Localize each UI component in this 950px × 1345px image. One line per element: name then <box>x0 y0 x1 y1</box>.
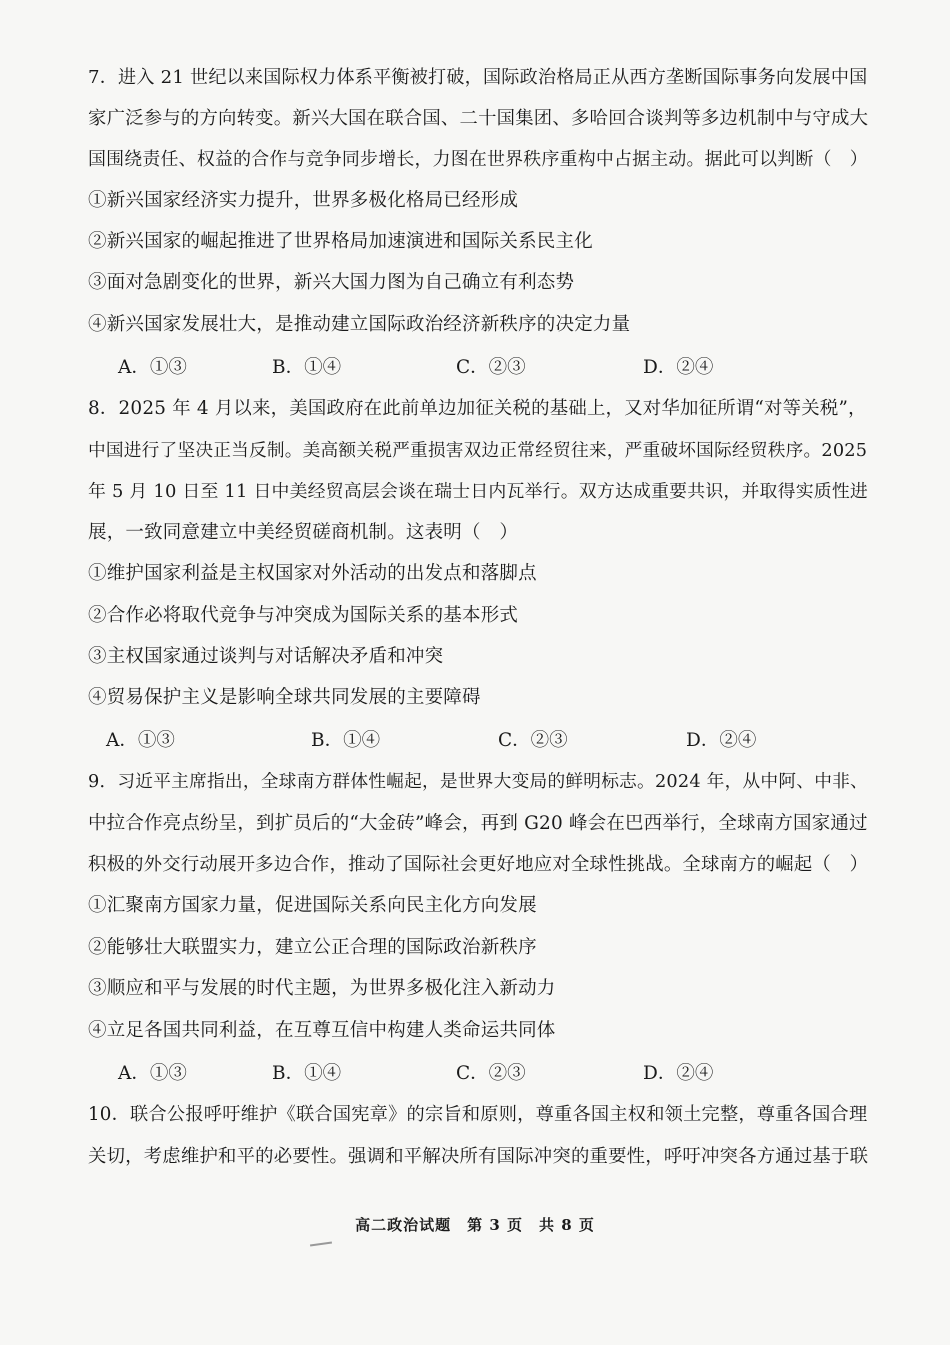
question-9-option-b: B．①④ <box>272 1063 342 1084</box>
question-9-stem-line: 积极的外交行动展开多边合作，推动了国际社会更好地应对全球性挑战。全球南方的崛起（ ） <box>88 854 869 875</box>
question-9-statement-3: ③顺应和平与发展的时代主题，为世界多极化注入新动力 <box>88 978 556 999</box>
question-7-option-d: D．②④ <box>643 357 714 378</box>
question-8-statement-1: ①维护国家利益是主权国家对外活动的出发点和落脚点 <box>88 563 537 584</box>
question-9-option-c: C．②③ <box>456 1063 526 1084</box>
question-8-stem-line: 8．2025 年 4 月以来，美国政府在此前单边加征关税的基础上，又对华加征所谓“对等关税”， <box>88 398 867 419</box>
question-9-stem-line: 中拉合作亮点纷呈，到扩员后的“大金砖”峰会，再到 G20 峰会在巴西举行，全球南方国家通过 <box>88 813 868 834</box>
question-7-stem-line: 7．进入 21 世纪以来国际权力体系平衡被打破，国际政治格局正从西方垄断国际事务向发展中国 <box>88 67 868 88</box>
question-9-option-a: A．①③ <box>118 1063 187 1084</box>
question-9-statement-4: ④立足各国共同利益，在互尊互信中构建人类命运共同体 <box>88 1020 556 1041</box>
question-8-option-a: A．①③ <box>106 730 175 751</box>
question-7-statement-4: ④新兴国家发展壮大，是推动建立国际政治经济新秩序的决定力量 <box>88 314 631 335</box>
question-9-statement-1: ①汇聚南方国家力量，促进国际关系向民主化方向发展 <box>88 895 537 916</box>
question-10-stem-line: 关切，考虑维护和平的必要性。强调和平解决所有国际冲突的重要性，呼吁冲突各方通过基于联 <box>88 1146 869 1167</box>
question-8-stem-line: 年 5 月 10 日至 11 日中美经贸高层会谈在瑞士日内瓦举行。双方达成重要共识，并取得实质性进 <box>88 481 869 502</box>
question-7-option-b: B．①④ <box>272 357 342 378</box>
question-8-statement-4: ④贸易保护主义是影响全球共同发展的主要障碍 <box>88 687 481 708</box>
question-7-statement-1: ①新兴国家经济实力提升，世界多极化格局已经形成 <box>88 190 519 211</box>
question-8-option-c: C．②③ <box>498 730 568 751</box>
question-8-statement-3: ③主权国家通过谈判与对话解决矛盾和冲突 <box>88 646 444 667</box>
question-9-stem-line: 9．习近平主席指出，全球南方群体性崛起，是世界大变局的鲜明标志。2024 年，从中阿、中非、 <box>88 772 868 792</box>
question-7-stem-line: 家广泛参与的方向转变。新兴大国在联合国、二十国集团、多哈回合谈判等多边机制中与守成大 <box>88 108 869 129</box>
pen-mark <box>310 1241 332 1246</box>
question-7-statement-2: ②新兴国家的崛起推进了世界格局加速演进和国际关系民主化 <box>88 231 593 252</box>
page-footer: 高二政治试题 第 3 页 共 8 页 <box>355 1216 595 1234</box>
question-10-stem-line: 10．联合公报呼吁维护《联合国宪章》的宗旨和原则，尊重各国主权和领土完整，尊重各国合理 <box>88 1104 868 1125</box>
question-9-statement-2: ②能够壮大联盟实力，建立公正合理的国际政治新秩序 <box>88 937 537 958</box>
question-8-stem-line: 中国进行了坚决正当反制。美高额关税严重损害双边正常经贸往来，严重破坏国际经贸秩序。2025 <box>88 441 868 461</box>
question-7-option-a: A．①③ <box>118 357 187 378</box>
question-8-option-d: D．②④ <box>686 730 757 751</box>
question-8-statement-2: ②合作必将取代竞争与冲突成为国际关系的基本形式 <box>88 605 519 626</box>
question-7-statement-3: ③面对急剧变化的世界，新兴大国力图为自己确立有利态势 <box>88 272 575 293</box>
question-7-stem-line: 国围绕责任、权益的合作与竞争同步增长，力图在世界秩序重构中占据主动。据此可以判断（ ） <box>88 149 868 170</box>
question-8-stem-line: 展，一致同意建立中美经贸磋商机制。这表明（ ） <box>88 522 519 543</box>
question-7-option-c: C．②③ <box>456 357 526 378</box>
question-9-option-d: D．②④ <box>643 1063 714 1084</box>
question-8-option-b: B．①④ <box>311 730 381 751</box>
